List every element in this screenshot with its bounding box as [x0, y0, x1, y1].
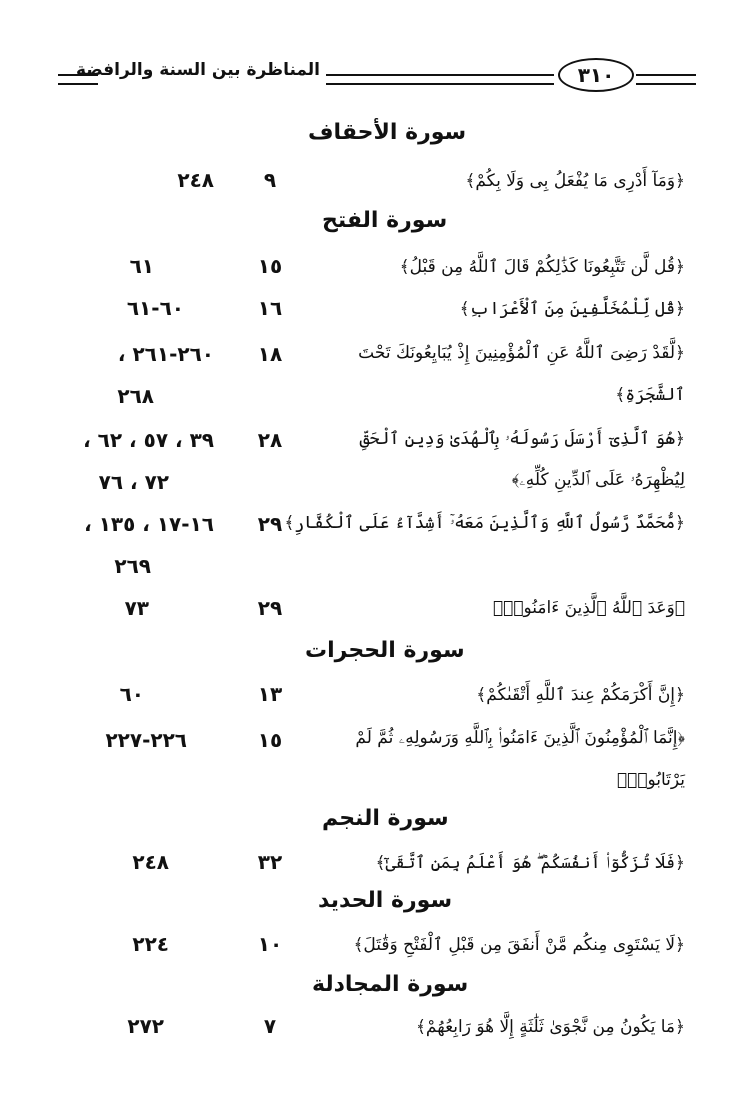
ayah-number: ١٦ [257, 296, 283, 320]
verse-text: ﴿وَعَدَ ٱللَّهُ ٱلَّذِينَ ءَامَنُوا۟﴾ [492, 598, 685, 618]
verse-text: ﴿إِنَّمَا ٱلْمُؤْمِنُونَ ٱلَّذِينَ ءَامَنُوا۟ بِٱللَّهِ وَرَسُولِهِۦ ثُمَّ لَمْ [355, 728, 685, 748]
page-reference: ٢٦٠-٢٦١ ، [117, 342, 214, 366]
header-rule-middle [326, 74, 554, 85]
page-reference: ٢٦٨ [117, 384, 154, 408]
page-reference: ٧٢ ، ٧٦ [98, 470, 169, 494]
surah-heading: سورة الحديد [318, 888, 453, 913]
verse-text: ﴿مَا يَكُونُ مِن نَّجْوَىٰ ثَلَٰثَةٍ إِلَّا هُوَ رَابِعُهُمْ﴾ [415, 1017, 685, 1037]
ayah-number: ٢٩ [257, 596, 283, 620]
book-title: المناظرة بين السنة والرافضة [75, 60, 320, 80]
ayah-number: ١٣ [257, 682, 283, 706]
page-reference: ١٦-١٧ ، ١٣٥ ، [84, 512, 214, 536]
ayah-number: ٣٢ [257, 850, 283, 874]
ayah-number: ٢٩ [257, 512, 283, 536]
page-reference: ٦٠-٦١ [126, 296, 184, 320]
page-reference: ٦١ [129, 254, 154, 278]
ayah-number: ١٠ [257, 932, 283, 956]
surah-heading: سورة الأحقاف [308, 120, 467, 145]
ayah-number: ٩ [263, 168, 277, 192]
page-reference: ٦٠ [119, 682, 144, 706]
page-reference: ٣٩ ، ٥٧ ، ٦٢ ، [83, 428, 214, 452]
verse-text: ﴿إِنَّ أَكْرَمَكُمْ عِندَ ٱللَّهِ أَتْقَىٰكُمْ﴾ [476, 685, 685, 705]
verse-text: ﴿قُل لِّلْمُخَلَّفِينَ مِنَ ٱلْأَعْرَابِ﴾ [459, 299, 685, 319]
header-rule-right [636, 74, 696, 85]
page-header [0, 52, 749, 104]
verse-text: ٱلشَّجَرَةِ﴾ [615, 385, 685, 405]
verse-text: لِيُظْهِرَهُۥ عَلَى ٱلدِّينِ كُلِّهِۦ﴾ [511, 470, 685, 490]
ayah-number: ١٥ [257, 254, 283, 278]
verse-text: ﴿لَّقَدْ رَضِىَ ٱللَّهُ عَنِ ٱلْمُؤْمِنِينَ إِذْ يُبَايِعُونَكَ تَحْتَ [358, 343, 685, 363]
page-reference: ٢٦٩ [114, 554, 151, 578]
verse-text: ﴿قُل لَّن تَتَّبِعُونَا كَذَٰلِكُمْ قَالَ ٱللَّهُ مِن قَبْلُ﴾ [399, 257, 685, 277]
ayah-number: ٧ [263, 1014, 277, 1038]
page-number: ٣١٠ [558, 58, 634, 92]
page-reference: ٢٤٨ [132, 850, 169, 874]
verse-text: ﴿مُّحَمَّدٌ رَّسُولُ ٱللَّهِ وَٱلَّذِينَ مَعَهُۥٓ أَشِدَّآءُ عَلَى ٱلْكُفَّارِ﴾ [284, 513, 685, 533]
page-reference: ٢٧٢ [127, 1014, 164, 1038]
surah-heading: سورة النجم [322, 806, 449, 831]
page-reference: ٢٢٤ [132, 932, 169, 956]
page-reference: ٢٤٨ [177, 168, 214, 192]
ayah-number: ١٥ [257, 728, 283, 752]
surah-heading: سورة الفتح [322, 208, 448, 233]
verse-text: ﴿فَلَا تُزَكُّوٓا۟ أَنفُسَكُمْ ۖ هُوَ أَعْلَمُ بِمَنِ ٱتَّقَىٰٓ﴾ [375, 853, 685, 873]
verse-text: يَرْتَابُوا۟﴾ [616, 770, 685, 790]
page-reference: ٢٢٦-٢٢٧ [105, 728, 187, 752]
verse-text: ﴿هُوَ ٱلَّذِىٓ أَرْسَلَ رَسُولَهُۥ بِٱلْهُدَىٰ وَدِينِ ٱلْحَقِّ [359, 429, 685, 449]
page-reference: ٧٣ [124, 596, 149, 620]
ayah-number: ٢٨ [257, 428, 283, 452]
ayah-number: ١٨ [257, 342, 283, 366]
verse-text: ﴿لَا يَسْتَوِى مِنكُم مَّنْ أَنفَقَ مِن قَبْلِ ٱلْفَتْحِ وَقَٰتَلَ﴾ [353, 935, 685, 955]
verse-text: ﴿وَمَآ أَدْرِى مَا يُفْعَلُ بِى وَلَا بِكُمْ﴾ [465, 171, 685, 191]
surah-heading: سورة الحجرات [305, 638, 465, 663]
surah-heading: سورة المجادلة [312, 972, 469, 997]
